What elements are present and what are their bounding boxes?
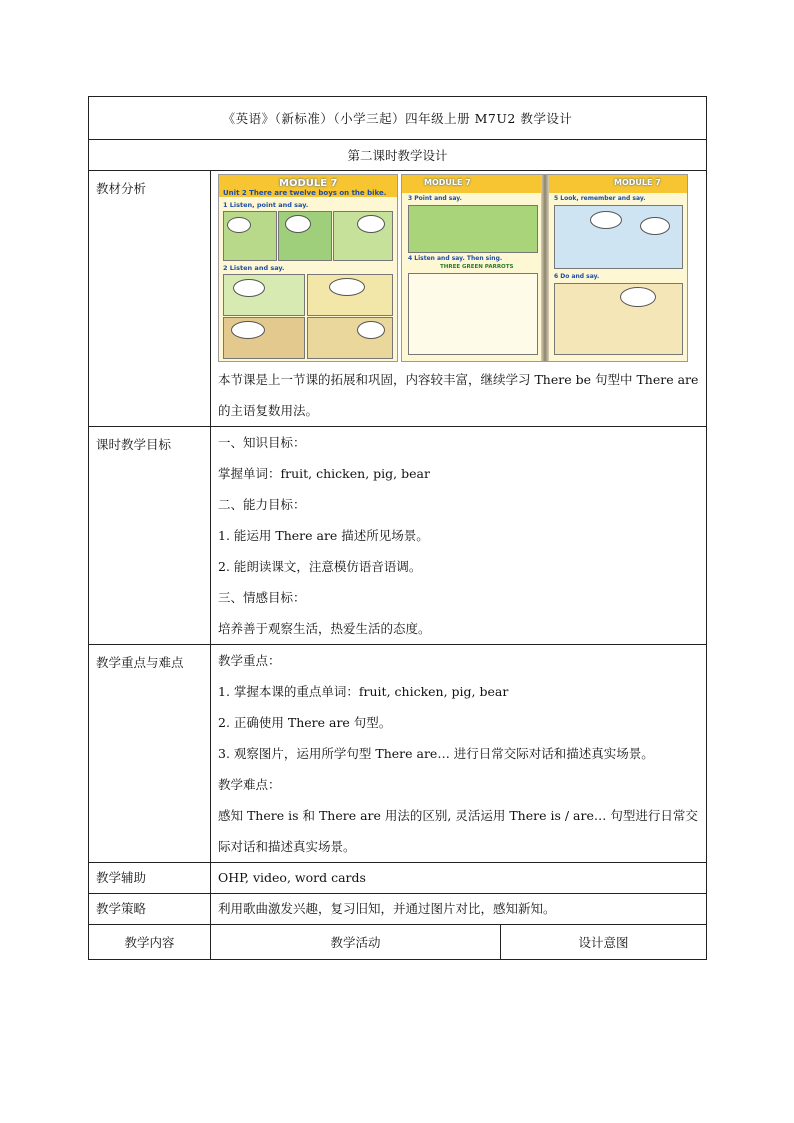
- speech-bubble: [357, 321, 385, 339]
- key-points-content: [211, 645, 707, 863]
- aids-text: OHP, video, word cards: [211, 863, 707, 894]
- key-points-row: [89, 645, 707, 863]
- module-label-right: MODULE 7: [614, 178, 661, 187]
- key-point-line: 1. 掌握本课的重点单词：fruit, chicken, pig, bear: [218, 684, 509, 699]
- module-label-left: MODULE 7: [424, 178, 471, 187]
- strategy-text: 利用歌曲激发兴趣，复习旧知，并通过图片对比，感知新知。: [211, 894, 707, 925]
- song-title: THREE GREEN PARROTS: [440, 264, 514, 270]
- aids-label: 教学辅助: [89, 863, 211, 894]
- speech-bubble: [233, 279, 265, 297]
- speech-bubble: [590, 211, 622, 229]
- subtitle-row: [89, 140, 707, 171]
- objective-line: 一、知识目标：: [218, 435, 306, 450]
- activity-1-label: 1 Listen, point and say.: [223, 201, 309, 209]
- aids-row: [89, 863, 707, 894]
- objectives-row: [89, 427, 707, 645]
- textbook-spread-image: [401, 174, 688, 362]
- key-point-line: 教学重点：: [218, 653, 281, 668]
- key-point-line: 教学难点：: [218, 777, 281, 792]
- unit-title-label: Unit 2 There are twelve boys on the bike.: [223, 189, 387, 197]
- teaching-content-header: 教学内容: [89, 925, 211, 960]
- key-points-label: 教学重点与难点: [89, 645, 211, 863]
- speech-bubble: [357, 215, 385, 233]
- comic-panel: [554, 283, 683, 355]
- teaching-activities-header: 教学活动: [211, 925, 501, 960]
- objective-line: 二、能力目标：: [218, 497, 306, 512]
- document-subtitle: 第二课时教学设计: [89, 140, 707, 171]
- comic-panel: [223, 274, 305, 316]
- objective-line: 2. 能朗读课文，注意模仿语音语调。: [218, 559, 422, 574]
- key-point-line: 2. 正确使用 There are 句型。: [218, 715, 392, 730]
- activity-4-label: 4 Listen and say. Then sing.: [408, 255, 503, 262]
- activity-2-label: 2 Listen and say.: [223, 264, 285, 272]
- objective-line: 1. 能运用 There are 描述所见场景。: [218, 528, 429, 543]
- design-intent-header: 设计意图: [501, 925, 707, 960]
- comic-panel: [408, 205, 538, 253]
- key-point-line: 3. 观察图片，运用所学句型 There are… 进行日常交际对话和描述真实场景。: [218, 746, 654, 761]
- lesson-plan-sheet: [88, 96, 706, 960]
- objectives-content: [211, 427, 707, 645]
- footer-header-row: [89, 925, 707, 960]
- activity-5-label: 5 Look, remember and say.: [554, 195, 646, 202]
- speech-bubble: [285, 215, 311, 233]
- activity-6-label: 6 Do and say.: [554, 273, 600, 280]
- objective-line: 三、情感目标：: [218, 590, 306, 605]
- material-analysis-text: 本节课是上一节课的拓展和巩固，内容较丰富，继续学习 There be 句型中 There are 的主语复数用法。: [218, 372, 699, 418]
- speech-bubble: [329, 278, 365, 296]
- speech-bubble: [231, 321, 265, 339]
- textbook-page-unit2-image: [218, 174, 398, 362]
- speech-bubble: [227, 217, 251, 233]
- material-analysis-label: 教材分析: [89, 171, 211, 427]
- title-row: [89, 97, 707, 140]
- difficulty-text: 感知 There is 和 There are 用法的区别, 灵活运用 There is / are… 句型进行日常交际对话和描述真实场景。: [218, 808, 698, 854]
- lesson-plan-table: [88, 96, 707, 960]
- speech-bubble: [640, 217, 670, 235]
- speech-bubble: [620, 287, 656, 307]
- activity-3-label: 3 Point and say.: [408, 195, 462, 202]
- textbook-images: [218, 171, 700, 362]
- strategy-row: [89, 894, 707, 925]
- song-sheet: [408, 273, 538, 355]
- document-title: 《英语》（新标准）（小学三起）四年级上册 M7U2 教学设计: [89, 97, 707, 140]
- strategy-label: 教学策略: [89, 894, 211, 925]
- material-analysis-row: [89, 171, 707, 427]
- objective-line: 培养善于观察生活，热爱生活的态度。: [218, 621, 431, 636]
- material-analysis-content: [211, 171, 707, 427]
- book-fold: [541, 175, 549, 361]
- objectives-label: 课时教学目标: [89, 427, 211, 645]
- objective-line: 掌握单词：fruit, chicken, pig, bear: [218, 466, 430, 481]
- module-label: MODULE 7: [279, 178, 338, 189]
